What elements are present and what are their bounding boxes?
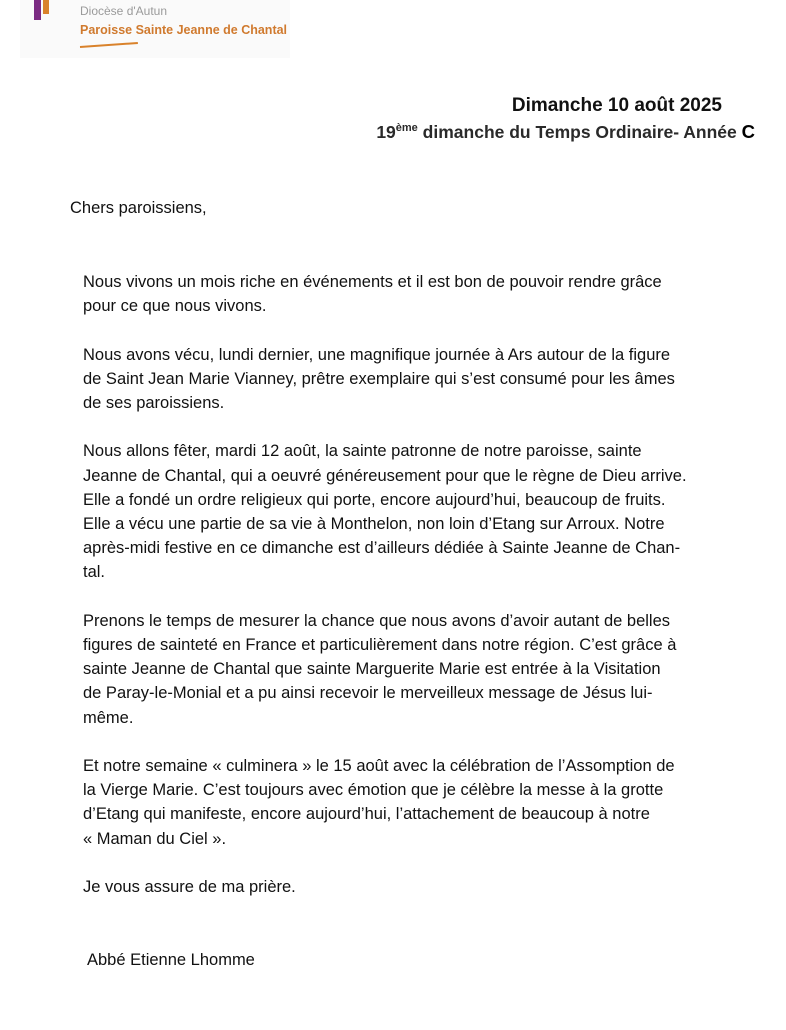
text-line: Jeanne de Chantal, qui a oeuvré généreusement pour que le règne de Dieu arrive.: [83, 466, 687, 485]
letter-body: [83, 270, 743, 923]
text-line: figures de sainteté en France et particulièrement dans notre région. C’est grâce à: [83, 636, 677, 654]
ordinal-number: 19: [376, 122, 396, 142]
greeting: Chers paroissiens,: [70, 199, 207, 217]
liturgical-title: [376, 121, 755, 143]
text-line: tal.: [83, 563, 106, 582]
logo-underline: [80, 42, 138, 48]
liturgical-cycle: C: [741, 121, 755, 142]
text-line: pour ce que nous vivons.: [83, 297, 267, 316]
text-line: Je vous assure de ma prière.: [83, 878, 296, 896]
text-line: d’Etang qui manifeste, encore aujourd’hui, l’attachement de beaucoup à notre: [83, 805, 650, 824]
paragraph-2: [83, 343, 743, 416]
text-line: Et notre semaine « culminera » le 15 août avec la célébration de l’Assomption de: [83, 757, 675, 775]
text-line: Elle a fondé un ordre religieux qui porte, encore aujourd’hui, beaucoup de fruits.: [83, 490, 666, 509]
text-line: sainte Jeanne de Chantal que sainte Marguerite Marie est entrée à la Visitation: [83, 660, 661, 679]
text-line: même.: [83, 708, 134, 727]
paragraph-1: [83, 270, 743, 318]
paragraph-4: [83, 609, 743, 730]
diocese-logo-icon: [34, 0, 50, 20]
text-line: la Vierge Marie. C’est toujours avec émotion que je célèbre la messe à la grotte: [83, 781, 664, 800]
text-line: après-midi festive en ce dimanche est d’ailleurs dédiée à Sainte Jeanne de Chan-: [83, 539, 681, 558]
text-line: Elle a vécu une partie de sa vie à Monthelon, non loin d’Etang sur Arroux. Notre: [83, 515, 665, 533]
diocese-name: Diocèse d'Autun: [80, 4, 168, 18]
text-line: Nous vivons un mois riche en événements et il est bon de pouvoir rendre grâce: [83, 273, 662, 291]
parish-name: Paroisse Sainte Jeanne de Chantal: [80, 23, 288, 37]
parish-logo: [20, 0, 290, 58]
signature: Abbé Etienne Lhomme: [87, 951, 255, 969]
liturgy-text: dimanche du Temps Ordinaire- Année: [417, 122, 742, 142]
text-line: Nous allons fêter, mardi 12 août, la sainte patronne de notre paroisse, sainte: [83, 442, 642, 461]
text-line: de ses paroissiens.: [83, 394, 225, 412]
text-line: de Saint Jean Marie Vianney, prêtre exemplaire qui s’est consumé pour les âmes: [83, 369, 675, 388]
paragraph-5: [83, 754, 743, 851]
ordinal-suffix: ème: [395, 122, 418, 134]
text-line: Prenons le temps de mesurer la chance que nous avons d’avoir autant de belles: [83, 611, 671, 630]
letter-date: Dimanche 10 août 2025: [511, 95, 722, 116]
paragraph-6: [83, 875, 743, 899]
text-line: de Paray-le-Monial et a pu ainsi recevoir le merveilleux message de Jésus lui-: [83, 684, 653, 703]
paragraph-3: [83, 439, 743, 584]
text-line: Nous avons vécu, lundi dernier, une magnifique journée à Ars autour de la figure: [83, 345, 671, 364]
text-line: « Maman du Ciel ».: [83, 829, 227, 848]
